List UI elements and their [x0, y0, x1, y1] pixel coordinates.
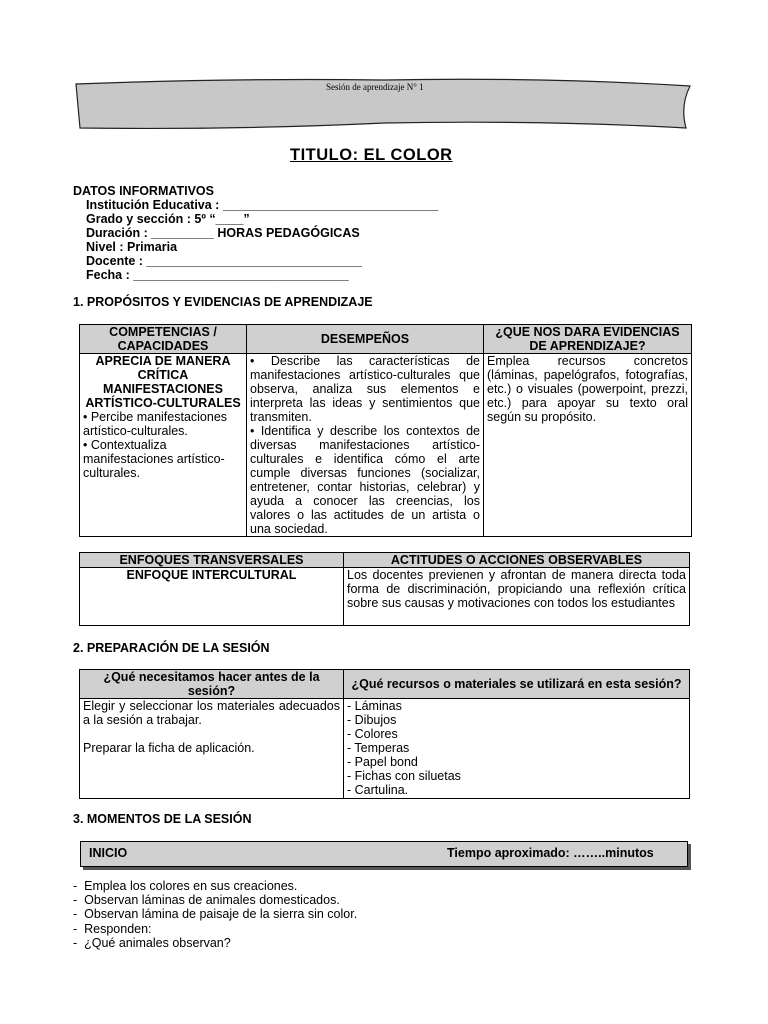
- actividad-item: - Observan láminas de animales domesticados.: [73, 893, 340, 908]
- inicio-bar: [80, 841, 688, 867]
- section1-heading: 1. PROPÓSITOS Y EVIDENCIAS DE APRENDIZAJE: [73, 295, 373, 309]
- desempenos-cell: [247, 354, 484, 537]
- desempeno-item: • Identifica y describe los contextos de diversas manifestaciones artístico-culturales e identifica cómo el arte cumple diversas funciones (socializar, entretener, contar historias, celebrar) y ayuda a conocer las creencias, los valores o las actitudes de un artista o una sociedad.: [250, 424, 480, 536]
- fecha-field: Fecha : _______________________________: [86, 268, 349, 282]
- header-competencias: COMPETENCIAS / CAPACIDADES: [80, 325, 247, 354]
- recurso-item: - Colores: [347, 727, 398, 741]
- section2-heading: 2. PREPARACIÓN DE LA SESIÓN: [73, 641, 270, 655]
- actividad-item: - Responden:: [73, 921, 152, 936]
- evidencias-cell: Emplea recursos concretos (láminas, papelógrafos, fotografías, etc.) o visuales (powerpoint, prezzi, etc.) para apoyar su texto oral según su propósito.: [484, 354, 692, 537]
- section3-heading: 3. MOMENTOS DE LA SESIÓN: [73, 812, 252, 826]
- header-evidencias: ¿QUE NOS DARA EVIDENCIAS DE APRENDIZAJE?: [484, 325, 692, 354]
- header-desempenos: DESEMPEÑOS: [247, 325, 484, 354]
- header-antes: ¿Qué necesitamos hacer antes de la sesión?: [80, 670, 344, 699]
- propositos-table: [79, 324, 692, 537]
- recurso-item: - Láminas: [347, 699, 402, 713]
- institucion-field: Institución Educativa : _______________________________: [86, 198, 439, 212]
- actividad-item: - Emplea los colores en sus creaciones.: [73, 879, 298, 893]
- antes-item: Elegir y seleccionar los materiales adecuados a la sesión a trabajar.: [83, 699, 340, 727]
- recurso-item: - Fichas con siluetas: [347, 769, 461, 783]
- actitudes-cell: Los docentes previenen y afrontan de manera directa toda forma de discriminación, propiciando una reflexión crítica sobre sus causas y motivaciones con todos los estudiantes: [344, 568, 690, 626]
- recurso-item: - Dibujos: [347, 713, 397, 727]
- page-title: TITULO: EL COLOR: [290, 146, 453, 164]
- competencias-cell: [80, 354, 247, 537]
- recurso-item: - Cartulina.: [347, 783, 409, 797]
- recurso-item: - Temperas: [347, 741, 410, 755]
- enfoques-table: [79, 552, 690, 626]
- antes-item: Preparar la ficha de aplicación.: [83, 741, 255, 755]
- antes-cell: [80, 699, 344, 799]
- header-actitudes: ACTITUDES O ACCIONES OBSERVABLES: [344, 553, 690, 568]
- session-number: Sesión de aprendizaje N° 1: [326, 82, 424, 92]
- recurso-item: - Papel bond: [347, 755, 418, 769]
- duracion-field: Duración : _________ HORAS PEDAGÓGICAS: [86, 226, 360, 240]
- preparacion-table: [79, 669, 690, 799]
- datos-heading: DATOS INFORMATIVOS: [73, 184, 214, 198]
- nivel-field: Nivel : Primaria: [86, 240, 178, 254]
- actividad-item: - ¿Qué animales observan?: [73, 935, 231, 950]
- enfoque-cell: ENFOQUE INTERCULTURAL: [80, 568, 344, 626]
- grado-field: Grado y sección : 5º “____”: [86, 212, 250, 226]
- competencia-title: APRECIA DE MANERA CRÍTICA MANIFESTACIONES ARTÍSTICO-CULTURALES: [85, 354, 241, 410]
- capacidad-item: • Percibe manifestaciones artístico-culturales.: [83, 410, 228, 438]
- desempeno-item: • Describe las características de manifestaciones artístico-culturales que observa, analiza sus elementos e interpreta las ideas y sentimientos que transmiten.: [250, 354, 480, 424]
- actividad-item: - Observan lámina de paisaje de la sierra sin color.: [73, 907, 358, 922]
- recursos-cell: [344, 699, 690, 799]
- docente-field: Docente : _______________________________: [86, 254, 362, 268]
- inicio-label: INICIO: [89, 846, 128, 860]
- header-recursos: ¿Qué recursos o materiales se utilizará en esta sesión?: [344, 670, 690, 699]
- header-enfoques: ENFOQUES TRANSVERSALES: [80, 553, 344, 568]
- actividades-list: [73, 879, 357, 950]
- capacidad-item: • Contextualiza manifestaciones artístico-culturales.: [83, 438, 225, 480]
- tiempo-label: Tiempo aproximado: ……..minutos: [447, 846, 654, 860]
